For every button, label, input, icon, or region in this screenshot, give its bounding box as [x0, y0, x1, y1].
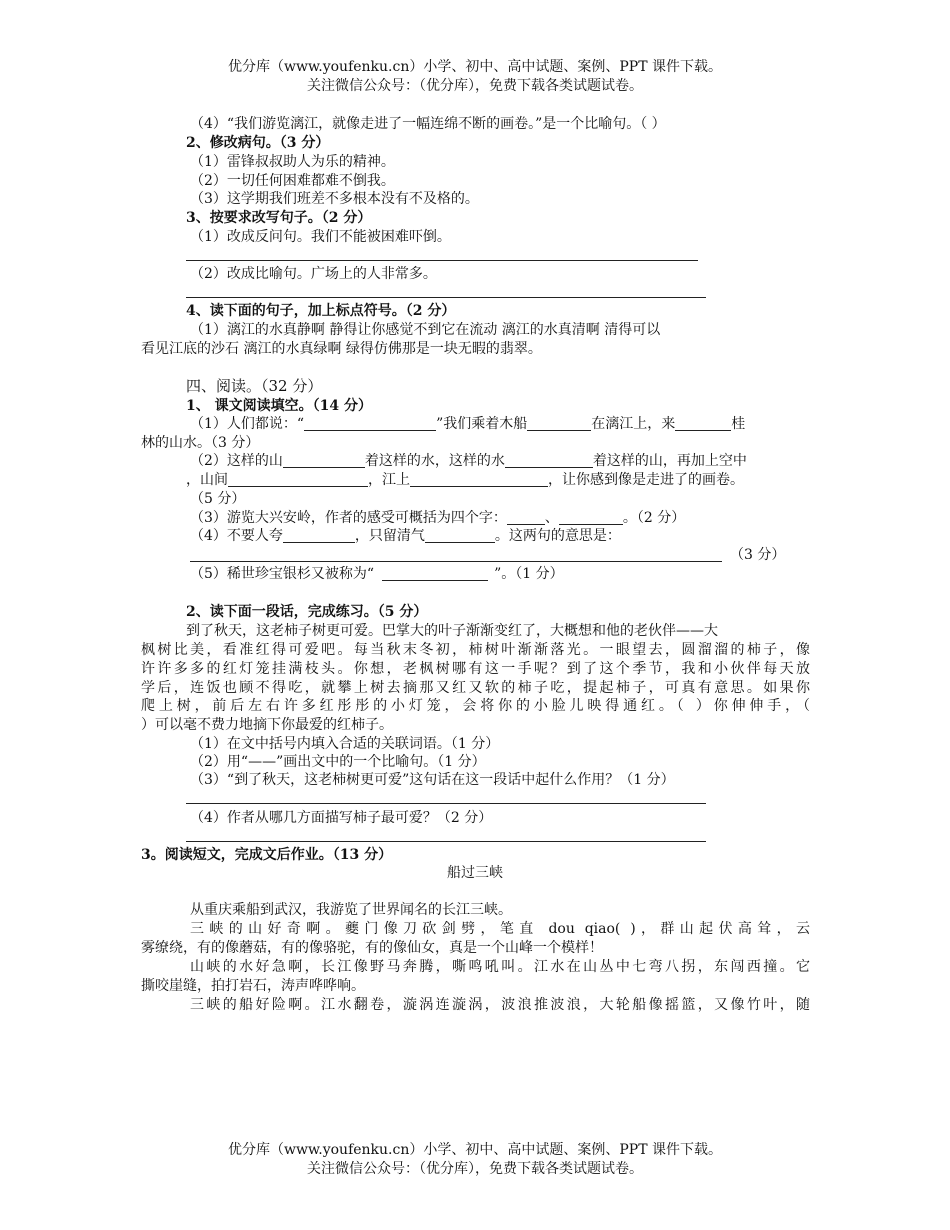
s1-item-3-text: 。（2 分）: [622, 510, 686, 526]
q3-item-2: （2）改成比喻句。广场上的人非常多。: [190, 266, 437, 282]
page-header-line-1: 优分库（www.youfenku.cn）小学、初中、高中试题、案例、PPT 课件下载。: [227, 59, 722, 75]
blank[interactable]: [304, 416, 436, 431]
s1-item-4-text: ，只留清气: [354, 528, 425, 544]
s1-item-3-text: （3）游览大兴安岭，作者的感受可概括为四个字：: [190, 510, 507, 526]
s2-para-line: 爬上树，前后左右许多红彤彤的小灯笼，会将你的小脸儿映得通红。（ ）你伸伸手，（: [141, 698, 810, 714]
s1-item-5-text: （5）稀世珍宝银杉又被称为“: [190, 566, 375, 582]
answer-line: [186, 297, 706, 298]
s2-title: 2、读下面一段话，完成练习。（5 分）: [186, 604, 428, 620]
blank[interactable]: [410, 472, 548, 487]
blank[interactable]: [425, 528, 495, 543]
blank[interactable]: [382, 566, 488, 581]
s1-item-2: [190, 452, 747, 470]
s3-title: 3。阅读短文，完成文后作业。（13 分）: [141, 847, 393, 863]
s3-para-line: 三峡的船好险啊。江水翻卷，漩涡连漩涡，波浪推波浪，大轮船像摇篮，又像竹叶，随: [190, 997, 810, 1013]
s1-item-3: [190, 509, 685, 527]
blank[interactable]: [675, 416, 731, 431]
q4-line-1: （1）漓江的水真静啊 静得让你感觉不到它在流动 漓江的水真清啊 清得可以: [190, 322, 661, 338]
s2-para-line: ）可以毫不费力地摘下你最爱的红柿子。: [141, 717, 393, 733]
s2-question-3: （3）“到了秋天，这老柿树更可爱”这句话在这一段话中起什么作用？（1 分）: [190, 772, 675, 788]
s1-item-1-text: 在漓江上，来: [591, 416, 676, 432]
q4-title: 4、读下面的句子，加上标点符号。（2 分）: [186, 303, 456, 319]
page-footer-line-2: 关注微信公众号：（优分库），免费下载各类试题试卷。: [307, 1161, 643, 1177]
page-footer-line-1: 优分库（www.youfenku.cn）小学、初中、高中试题、案例、PPT 课件下载。: [227, 1142, 722, 1158]
s1-item-2-text: （2）这样的山: [190, 453, 283, 469]
s3-para-line: 三峡的山好奇啊。夔门像刀砍剑劈，笔直 dou qiao( )，群山起伏高耸，云: [190, 921, 810, 937]
q2-item-3: （3）这学期我们班差不多根本没有不及格的。: [190, 191, 479, 207]
part4-title: 四、阅读。（32 分）: [186, 377, 323, 395]
answer-line: [186, 260, 698, 261]
q2-item-1: （1）雷锋叔叔助人为乐的精神。: [190, 154, 395, 170]
blank[interactable]: [283, 528, 355, 543]
answer-line: [186, 803, 706, 804]
answer-line: [190, 561, 722, 562]
page-header-line-2: 关注微信公众号：（优分库），免费下载各类试题试卷。: [307, 78, 643, 94]
s1-item-3-text: 、: [544, 510, 559, 526]
s3-para-line: 从重庆乘船到武汉，我游览了世界闻名的长江三峡。: [190, 902, 512, 918]
q1-item-4: （4）“我们游览漓江，就像走进了一幅连绵不断的画卷。”是一个比喻句。（ ）: [190, 116, 666, 132]
s2-para-line: 学后，连饭也顾不得吃，就攀上树去摘那又红又软的柿子吃，提起柿子，可真有意思。如果你: [141, 680, 810, 696]
s2-para-line: 许许多多的红灯笼挂满枝头。你想，老枫树哪有这一手呢？到了这个季节，我和小伙伴每天放: [141, 661, 810, 677]
s1-item-5: [190, 565, 564, 583]
blank[interactable]: [507, 510, 545, 525]
s1-item-1: [190, 415, 745, 433]
s2-question-1: （1）在文中括号内填入合适的关联词语。（1 分）: [190, 736, 500, 752]
q3-item-1: （1）改成反问句。我们不能被困难吓倒。: [190, 229, 451, 245]
s1-item-4-text: 。这两句的意思是：: [494, 528, 621, 544]
s1-item-2-cont: [186, 471, 744, 489]
s3-para-line: 雾缭绕，有的像蘑菇，有的像骆驼，有的像仙女，真是一个山峰一个模样！: [141, 940, 603, 956]
s2-question-2: （2）用“——”画出文中的一个比喻句。（1 分）: [190, 754, 486, 770]
s2-para-line: 到了秋天，这老柿子树更可爱。巴掌大的叶子渐渐变红了，大概想和他的老伙伴——大: [186, 623, 718, 639]
s1-title: 1、 课文阅读填空。（14 分）: [186, 398, 372, 414]
s2-para-line: 枫树比美，看准红得可爱吧。每当秋末冬初，柿树叶渐渐落光。一眼望去，圆溜溜的柿子，像: [141, 642, 810, 658]
q2-title: 2、修改病句。（3 分）: [186, 135, 330, 151]
s2-question-4: （4）作者从哪几方面描写柿子最可爱？（2 分）: [190, 810, 493, 826]
q3-title: 3、按要求改写句子。（2 分）: [186, 210, 372, 226]
answer-line: [186, 841, 706, 842]
s1-item-2-score: （5 分）: [190, 491, 246, 507]
q2-item-2: （2）一切任何困难都难不倒我。: [190, 173, 395, 189]
s1-item-4-score: （3 分）: [730, 547, 786, 563]
s3-heading: 船过三峡: [447, 865, 503, 881]
blank[interactable]: [228, 472, 368, 487]
s1-item-5-text: ”。（1 分）: [494, 566, 564, 582]
blank[interactable]: [283, 453, 365, 468]
s1-item-2-text: 着这样的水，这样的水: [364, 453, 505, 469]
blank[interactable]: [505, 453, 593, 468]
s1-item-2-text: ，山间: [186, 472, 228, 488]
s1-item-1-text: 桂: [731, 416, 746, 432]
blank[interactable]: [527, 416, 591, 431]
q4-line-2: 看见江底的沙石 漓江的水真绿啊 绿得仿佛那是一块无暇的翡翠。: [141, 341, 542, 357]
s1-item-1-cont: 林的山水。（3 分）: [141, 435, 260, 451]
s1-item-2-text: 着这样的山，再加上空中: [592, 453, 747, 469]
s1-item-2-text: ，江上: [368, 472, 410, 488]
s1-item-1-text: （1）人们都说：“: [190, 416, 305, 432]
s1-item-2-text: ，让你感到像是走进了的画卷。: [548, 472, 744, 488]
s1-item-4-text: （4）不要人夸: [190, 528, 283, 544]
s1-item-4: [190, 527, 621, 545]
blank[interactable]: [559, 510, 623, 525]
s3-para-line: 山峡的水好急啊，长江像野马奔腾，嘶鸣吼叫。江水在山丛中七弯八拐，东闯西撞。它: [190, 959, 810, 975]
s3-para-line: 撕咬崖缝，拍打岩石，涛声哗哗响。: [141, 978, 365, 994]
s1-item-1-text: ”我们乘着木船: [436, 416, 528, 432]
